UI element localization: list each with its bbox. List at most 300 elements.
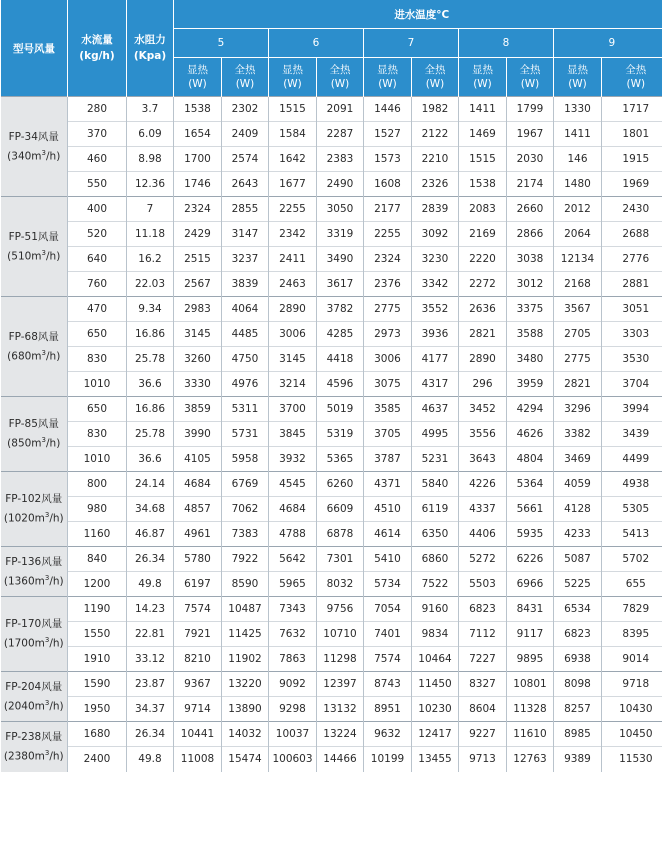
sensible-heat-header xyxy=(174,58,222,97)
total-heat-cell: 8590 xyxy=(222,572,269,597)
sensible-heat-cell: 3585 xyxy=(364,397,412,422)
sensible-heat-cell: 3382 xyxy=(554,422,602,447)
total-heat-cell: 2383 xyxy=(317,147,364,172)
sensible-heat-cell: 2983 xyxy=(174,297,222,322)
total-heat-cell: 4499 xyxy=(602,447,662,472)
water-resistance-cell: 49.8 xyxy=(127,572,174,597)
sensible-heat-cell: 2890 xyxy=(459,347,507,372)
total-heat-cell: 4485 xyxy=(222,322,269,347)
sensible-heat-cell: 8327 xyxy=(459,672,507,697)
total-heat-cell: 12763 xyxy=(507,747,554,772)
total-heat-cell: 6226 xyxy=(507,547,554,572)
water-resistance-cell: 14.23 xyxy=(127,597,174,622)
total-heat-cell: 3490 xyxy=(317,247,364,272)
total-heat-cell: 13890 xyxy=(222,697,269,722)
total-heat-cell: 6878 xyxy=(317,522,364,547)
total-heat-cell: 14032 xyxy=(222,722,269,747)
airflow-superscript: 3 xyxy=(44,636,50,645)
total-heat-cell: 2776 xyxy=(602,247,662,272)
table-row xyxy=(1,547,662,572)
sensible-heat-cell: 2220 xyxy=(459,247,507,272)
sensible-heat-cell: 4857 xyxy=(174,497,222,522)
table-row xyxy=(1,497,662,522)
sensible-heat-cell: 9714 xyxy=(174,697,222,722)
water-flow-cell: 470 xyxy=(68,297,127,322)
table-row xyxy=(1,247,662,272)
total-heat-cell: 11450 xyxy=(412,672,459,697)
water-flow-cell: 1200 xyxy=(68,572,127,597)
total-heat-cell: 4995 xyxy=(412,422,459,447)
total-heat-cell: 5319 xyxy=(317,422,364,447)
sensible-heat-cell: 2973 xyxy=(364,322,412,347)
airflow-superscript: 3 xyxy=(41,148,47,157)
water-resistance-cell: 33.12 xyxy=(127,647,174,672)
sensible-heat-cell: 5965 xyxy=(269,572,317,597)
sensible-heat-cell: 2463 xyxy=(269,272,317,297)
total-heat-cell: 10801 xyxy=(507,672,554,697)
total-heat-cell: 5231 xyxy=(412,447,459,472)
water-resistance-cell: 26.34 xyxy=(127,547,174,572)
water-flow-cell: 460 xyxy=(68,147,127,172)
model-cell xyxy=(1,547,68,597)
water-flow-cell: 1910 xyxy=(68,647,127,672)
total-heat-header xyxy=(412,58,459,97)
total-heat-header-label: 全热 xyxy=(234,64,256,76)
water-resistance-cell: 16.86 xyxy=(127,322,174,347)
water-resistance-cell: 23.87 xyxy=(127,672,174,697)
total-heat-cell: 2302 xyxy=(222,97,269,122)
table-row xyxy=(1,747,662,772)
airflow-superscript: 3 xyxy=(44,573,50,582)
water-flow-cell: 1010 xyxy=(68,447,127,472)
sensible-heat-cell: 7054 xyxy=(364,597,412,622)
total-heat-cell: 4418 xyxy=(317,347,364,372)
total-heat-cell: 2660 xyxy=(507,197,554,222)
total-heat-cell: 15474 xyxy=(222,747,269,772)
sensible-heat-cell: 146 xyxy=(554,147,602,172)
sensible-heat-cell: 6534 xyxy=(554,597,602,622)
total-heat-cell: 5365 xyxy=(317,447,364,472)
total-heat-cell: 3530 xyxy=(602,347,662,372)
model-name: FP-34风量 xyxy=(8,130,59,143)
total-heat-cell: 3480 xyxy=(507,347,554,372)
sensible-heat-cell: 5410 xyxy=(364,547,412,572)
water-flow-label: 水流量 xyxy=(81,34,113,46)
water-resistance-cell: 8.98 xyxy=(127,147,174,172)
total-heat-cell: 6860 xyxy=(412,547,459,572)
table-row xyxy=(1,197,662,222)
sensible-heat-cell: 2324 xyxy=(174,197,222,222)
sensible-heat-cell: 1654 xyxy=(174,122,222,147)
sensible-heat-cell: 9389 xyxy=(554,747,602,772)
sensible-heat-cell: 3452 xyxy=(459,397,507,422)
sensible-heat-cell: 2376 xyxy=(364,272,412,297)
sensible-heat-cell: 6197 xyxy=(174,572,222,597)
total-heat-cell: 6769 xyxy=(222,472,269,497)
sensible-heat-cell: 4545 xyxy=(269,472,317,497)
table-row xyxy=(1,697,662,722)
model-cell xyxy=(1,722,68,772)
sensible-heat-cell: 2775 xyxy=(364,297,412,322)
sensible-heat-cell: 10199 xyxy=(364,747,412,772)
sensible-heat-cell: 4371 xyxy=(364,472,412,497)
table-row xyxy=(1,297,662,322)
total-heat-cell: 4976 xyxy=(222,372,269,397)
sensible-heat-cell: 2821 xyxy=(554,372,602,397)
sensible-heat-cell: 7574 xyxy=(364,647,412,672)
total-heat-cell: 9014 xyxy=(602,647,662,672)
sensible-heat-cell: 3145 xyxy=(174,322,222,347)
table-row xyxy=(1,172,662,197)
unit-label: (W) xyxy=(330,78,350,90)
sensible-heat-header-label: 显热 xyxy=(377,64,398,76)
table-row xyxy=(1,397,662,422)
total-heat-cell: 10464 xyxy=(412,647,459,672)
sensible-heat-cell: 5087 xyxy=(554,547,602,572)
water-flow-cell: 830 xyxy=(68,422,127,447)
total-heat-cell: 2430 xyxy=(602,197,662,222)
airflow-superscript: 3 xyxy=(44,749,50,757)
sensible-heat-cell: 8604 xyxy=(459,697,507,722)
sensible-heat-cell: 2272 xyxy=(459,272,507,297)
total-heat-cell: 5702 xyxy=(602,547,662,572)
total-heat-cell: 5413 xyxy=(602,522,662,547)
airflow-value: (1700m xyxy=(3,637,45,650)
sensible-heat-cell: 2342 xyxy=(269,222,317,247)
table-row xyxy=(1,422,662,447)
water-flow-cell: 800 xyxy=(68,472,127,497)
water-resistance-cell: 22.81 xyxy=(127,622,174,647)
table-row xyxy=(1,522,662,547)
temp-header: 7 xyxy=(364,29,459,58)
airflow-superscript: 3 xyxy=(41,248,47,257)
total-heat-cell: 5019 xyxy=(317,397,364,422)
sensible-heat-cell: 10441 xyxy=(174,722,222,747)
total-heat-cell: 2688 xyxy=(602,222,662,247)
sensible-heat-cell: 6823 xyxy=(459,597,507,622)
total-heat-cell: 3147 xyxy=(222,222,269,247)
water-resistance-cell: 7 xyxy=(127,197,174,222)
sensible-heat-cell: 7227 xyxy=(459,647,507,672)
sensible-heat-cell: 5734 xyxy=(364,572,412,597)
total-heat-cell: 4626 xyxy=(507,422,554,447)
sensible-heat-cell: 9713 xyxy=(459,747,507,772)
total-heat-cell: 4750 xyxy=(222,347,269,372)
water-flow-cell: 1590 xyxy=(68,672,127,697)
airflow-superscript: 3 xyxy=(44,698,50,707)
table-row xyxy=(1,347,662,372)
total-heat-cell: 2881 xyxy=(602,272,662,297)
total-heat-cell: 13132 xyxy=(317,697,364,722)
sensible-heat-cell: 3330 xyxy=(174,372,222,397)
unit-label: (W) xyxy=(188,78,207,90)
model-cell xyxy=(1,297,68,397)
table-row xyxy=(1,447,662,472)
total-heat-header xyxy=(602,58,662,97)
water-flow-cell: 1190 xyxy=(68,597,127,622)
total-heat-cell: 3051 xyxy=(602,297,662,322)
sensible-heat-cell: 2168 xyxy=(554,272,602,297)
sensible-heat-cell: 6823 xyxy=(554,622,602,647)
water-resistance-cell: 36.6 xyxy=(127,447,174,472)
total-heat-cell: 5958 xyxy=(222,447,269,472)
total-heat-header-label: 全热 xyxy=(424,64,446,76)
sensible-heat-cell: 8985 xyxy=(554,722,602,747)
water-resistance-cell: 22.03 xyxy=(127,272,174,297)
sensible-heat-cell: 1608 xyxy=(364,172,412,197)
water-resistance-cell: 26.34 xyxy=(127,722,174,747)
sensible-heat-cell: 3932 xyxy=(269,447,317,472)
total-heat-cell: 1799 xyxy=(507,97,554,122)
total-heat-cell: 2091 xyxy=(317,97,364,122)
airflow-unit: /h) xyxy=(49,700,64,713)
total-heat-cell: 4317 xyxy=(412,372,459,397)
sensible-heat-cell: 1700 xyxy=(174,147,222,172)
total-heat-cell: 3342 xyxy=(412,272,459,297)
sensible-heat-cell: 7632 xyxy=(269,622,317,647)
airflow-unit: /h) xyxy=(46,437,61,450)
total-heat-cell: 4804 xyxy=(507,447,554,472)
total-heat-cell: 1967 xyxy=(507,122,554,147)
sensible-heat-cell: 1480 xyxy=(554,172,602,197)
sensible-heat-header xyxy=(459,58,507,97)
unit-label: (W) xyxy=(568,78,587,90)
water-flow-cell: 760 xyxy=(68,272,127,297)
model-name: FP-68风量 xyxy=(8,330,59,343)
water-resistance-cell: 16.86 xyxy=(127,397,174,422)
sensible-heat-cell: 4961 xyxy=(174,522,222,547)
table-row xyxy=(1,147,662,172)
total-heat-cell: 3617 xyxy=(317,272,364,297)
sensible-heat-cell: 5642 xyxy=(269,547,317,572)
total-heat-cell: 3230 xyxy=(412,247,459,272)
sensible-heat-header xyxy=(364,58,412,97)
temp-header: 5 xyxy=(174,29,269,58)
total-heat-cell: 5840 xyxy=(412,472,459,497)
total-heat-cell: 3782 xyxy=(317,297,364,322)
unit-label: (W) xyxy=(425,78,445,90)
sensible-heat-cell: 9632 xyxy=(364,722,412,747)
water-resistance-cell: 16.2 xyxy=(127,247,174,272)
water-resistance-cell: 9.34 xyxy=(127,297,174,322)
total-heat-header-label: 全热 xyxy=(329,64,351,76)
sensible-heat-cell: 1469 xyxy=(459,122,507,147)
model-name: FP-238风量 xyxy=(5,731,63,743)
model-cell xyxy=(1,472,68,547)
total-heat-cell: 2409 xyxy=(222,122,269,147)
sensible-heat-cell: 2324 xyxy=(364,247,412,272)
sensible-heat-cell: 2890 xyxy=(269,297,317,322)
total-heat-cell: 3552 xyxy=(412,297,459,322)
table-row xyxy=(1,222,662,247)
water-resistance-cell: 49.8 xyxy=(127,747,174,772)
total-heat-cell: 9895 xyxy=(507,647,554,672)
water-flow-cell: 1680 xyxy=(68,722,127,747)
inlet-temp-header: 进水温度°C xyxy=(174,0,662,29)
sensible-heat-cell: 4684 xyxy=(269,497,317,522)
total-heat-cell: 3439 xyxy=(602,422,662,447)
total-heat-cell: 655 xyxy=(602,572,662,597)
sensible-heat-cell: 11008 xyxy=(174,747,222,772)
total-heat-cell: 9117 xyxy=(507,622,554,647)
sensible-heat-cell: 1515 xyxy=(269,97,317,122)
total-heat-cell: 13220 xyxy=(222,672,269,697)
total-heat-cell: 4294 xyxy=(507,397,554,422)
total-heat-cell: 3936 xyxy=(412,322,459,347)
sensible-heat-cell: 4406 xyxy=(459,522,507,547)
total-heat-cell: 7062 xyxy=(222,497,269,522)
table-body xyxy=(1,97,662,772)
sensible-heat-cell: 7112 xyxy=(459,622,507,647)
total-heat-cell: 3303 xyxy=(602,322,662,347)
airflow-unit: /h) xyxy=(49,512,64,525)
total-heat-cell: 3704 xyxy=(602,372,662,397)
total-heat-header xyxy=(222,58,269,97)
airflow-value: (340m xyxy=(7,150,42,163)
unit-label: (W) xyxy=(283,78,302,90)
sensible-heat-cell: 6938 xyxy=(554,647,602,672)
total-heat-cell: 12397 xyxy=(317,672,364,697)
total-heat-cell: 2643 xyxy=(222,172,269,197)
sensible-heat-cell: 7863 xyxy=(269,647,317,672)
water-flow-header xyxy=(68,0,127,97)
total-heat-cell: 6350 xyxy=(412,522,459,547)
sensible-heat-cell: 5780 xyxy=(174,547,222,572)
sensible-heat-cell: 296 xyxy=(459,372,507,397)
sensible-heat-cell: 3145 xyxy=(269,347,317,372)
water-resistance-cell: 34.37 xyxy=(127,697,174,722)
airflow-value: (680m xyxy=(7,350,42,363)
airflow-unit: /h) xyxy=(49,637,64,650)
total-heat-cell: 7301 xyxy=(317,547,364,572)
airflow-superscript: 3 xyxy=(44,511,50,520)
sensible-heat-cell: 3556 xyxy=(459,422,507,447)
water-flow-unit: (kg/h) xyxy=(79,50,115,62)
water-flow-cell: 550 xyxy=(68,172,127,197)
total-heat-cell: 2839 xyxy=(412,197,459,222)
water-resistance-cell: 25.78 xyxy=(127,422,174,447)
airflow-value: (510m xyxy=(7,250,42,263)
total-heat-cell: 10710 xyxy=(317,622,364,647)
sensible-heat-cell: 1330 xyxy=(554,97,602,122)
sensible-heat-cell: 3567 xyxy=(554,297,602,322)
water-resistance-cell: 6.09 xyxy=(127,122,174,147)
total-heat-cell: 3319 xyxy=(317,222,364,247)
sensible-heat-cell: 3214 xyxy=(269,372,317,397)
sensible-heat-cell: 1446 xyxy=(364,97,412,122)
temp-header: 8 xyxy=(459,29,554,58)
sensible-heat-cell: 7574 xyxy=(174,597,222,622)
sensible-heat-cell: 3296 xyxy=(554,397,602,422)
water-flow-cell: 280 xyxy=(68,97,127,122)
total-heat-cell: 3839 xyxy=(222,272,269,297)
sensible-heat-cell: 12134 xyxy=(554,247,602,272)
total-heat-cell: 11610 xyxy=(507,722,554,747)
water-flow-cell: 980 xyxy=(68,497,127,522)
model-name: FP-85风量 xyxy=(8,418,59,431)
sensible-heat-cell: 3700 xyxy=(269,397,317,422)
sensible-heat-cell: 2429 xyxy=(174,222,222,247)
total-heat-cell: 2574 xyxy=(222,147,269,172)
sensible-heat-cell: 8743 xyxy=(364,672,412,697)
model-cell xyxy=(1,597,68,672)
total-heat-cell: 6609 xyxy=(317,497,364,522)
airflow-unit: /h) xyxy=(46,150,61,163)
sensible-heat-cell: 8951 xyxy=(364,697,412,722)
model-cell xyxy=(1,397,68,472)
water-flow-cell: 1010 xyxy=(68,372,127,397)
table-row xyxy=(1,572,662,597)
table-row xyxy=(1,372,662,397)
airflow-value: (1020m xyxy=(3,512,45,525)
table-row xyxy=(1,122,662,147)
total-heat-cell: 8395 xyxy=(602,622,662,647)
water-flow-cell: 650 xyxy=(68,397,127,422)
total-heat-cell: 3588 xyxy=(507,322,554,347)
sensible-heat-cell: 8210 xyxy=(174,647,222,672)
sensible-heat-cell: 4128 xyxy=(554,497,602,522)
unit-label: (W) xyxy=(473,78,492,90)
airflow-superscript: 3 xyxy=(41,348,47,357)
sensible-heat-cell: 2567 xyxy=(174,272,222,297)
total-heat-cell: 4938 xyxy=(602,472,662,497)
sensible-heat-cell: 1411 xyxy=(459,97,507,122)
sensible-heat-header xyxy=(554,58,602,97)
total-heat-cell: 11425 xyxy=(222,622,269,647)
sensible-heat-cell: 7343 xyxy=(269,597,317,622)
sensible-heat-header-label: 显热 xyxy=(282,64,303,76)
sensible-heat-cell: 2083 xyxy=(459,197,507,222)
sensible-heat-cell: 4059 xyxy=(554,472,602,497)
sensible-heat-cell: 4105 xyxy=(174,447,222,472)
sensible-heat-cell: 2775 xyxy=(554,347,602,372)
water-flow-cell: 830 xyxy=(68,347,127,372)
sensible-heat-cell: 3006 xyxy=(364,347,412,372)
total-heat-cell: 13455 xyxy=(412,747,459,772)
total-heat-cell: 3092 xyxy=(412,222,459,247)
total-heat-cell: 6260 xyxy=(317,472,364,497)
water-resistance-cell: 36.6 xyxy=(127,372,174,397)
water-flow-cell: 520 xyxy=(68,222,127,247)
total-heat-cell: 6966 xyxy=(507,572,554,597)
total-heat-cell: 7522 xyxy=(412,572,459,597)
temp-header: 9 xyxy=(554,29,662,58)
total-heat-header-label: 全热 xyxy=(625,64,647,76)
water-resistance-cell: 3.7 xyxy=(127,97,174,122)
sensible-heat-cell: 5503 xyxy=(459,572,507,597)
total-heat-cell: 6119 xyxy=(412,497,459,522)
sensible-heat-cell: 3006 xyxy=(269,322,317,347)
unit-label: (W) xyxy=(378,78,397,90)
sensible-heat-cell: 5272 xyxy=(459,547,507,572)
sensible-heat-cell: 1411 xyxy=(554,122,602,147)
unit-label: (W) xyxy=(235,78,255,90)
sensible-heat-cell: 1746 xyxy=(174,172,222,197)
sensible-heat-cell: 2821 xyxy=(459,322,507,347)
sensible-heat-cell: 4337 xyxy=(459,497,507,522)
sensible-heat-cell: 2064 xyxy=(554,222,602,247)
water-resistance-cell: 12.36 xyxy=(127,172,174,197)
total-heat-cell: 2490 xyxy=(317,172,364,197)
total-heat-cell: 7829 xyxy=(602,597,662,622)
sensible-heat-cell: 3787 xyxy=(364,447,412,472)
airflow-unit: /h) xyxy=(49,750,64,763)
total-heat-cell: 10230 xyxy=(412,697,459,722)
total-heat-cell: 3994 xyxy=(602,397,662,422)
total-heat-cell: 7922 xyxy=(222,547,269,572)
sensible-heat-cell: 10037 xyxy=(269,722,317,747)
water-flow-cell: 1550 xyxy=(68,622,127,647)
